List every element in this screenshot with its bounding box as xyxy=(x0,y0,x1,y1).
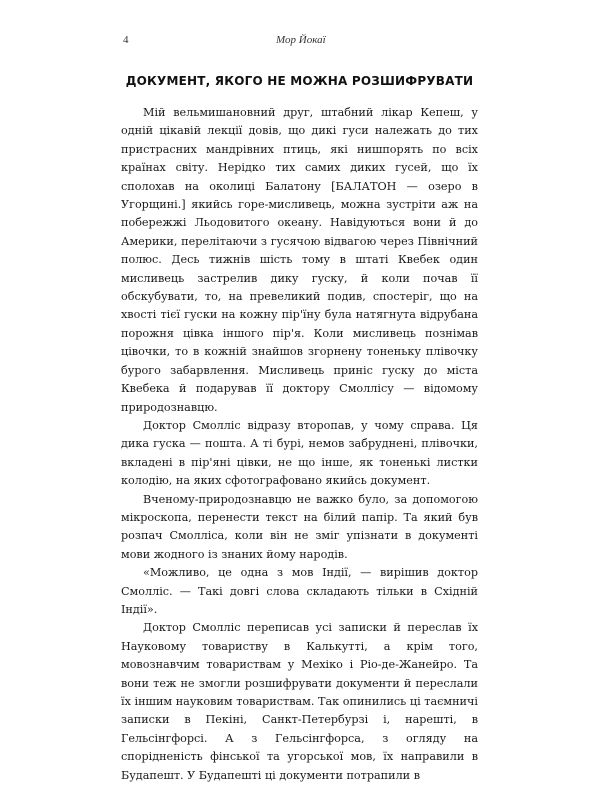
paragraph: Вченому-природознавцю не важко було, за допомогою мікроскопа, перенести текст на білий папір. Та який був розпач Смолліса, коли він не зміг упізнати в документі мови жодного із знаних йому народів. xyxy=(121,492,478,561)
body-text xyxy=(121,104,478,785)
paragraph: Доктор Смолліс відразу второпав, у чому справа. Ця дика гуска — пошта. А ті бурі, немов забруднені, плівочки, вкладені в пір'яні цівки, не що інше, як тоненькі листки колодію, на яких сфотографовано якийсь документ. xyxy=(121,418,478,488)
paragraph: Доктор Смолліс переписав усі записки й переслав їх Науковому товариству в Калькутті, а крім того, мовознавчим товариствам у Мехіко і Ріо-де-Жанейро. Та вони теж не змогли розшифрувати документи й переслали їх іншим науковим товариствам. Так опинились ці таємничі записки в Пекіні, Санкт-Петербурзі і, нарешті, в Гельсінгфорсі. А з Гельсінгфорса, з огляду на спорідненість фінської та угорської мов, їх направили в Будапешт. У Будапешті ці документи потрапили в xyxy=(121,621,478,782)
running-head xyxy=(121,34,478,50)
paragraph: Мій вельмишановний друг, штабний лікар Кепеш, у одній цікавій лекції довів, що дикі гуси належать до тих пристрасних мандрівних птиць, які нишпорять по всіх країнах світу. Нерідко тих самих диких гусей, що їх сполохав на околиці Балатону [БАЛАТОН — озеро в Угорщині.] якийсь горе-мисливець, можна зустріти аж на побережжі Льодовитого океану. Навідуються вони й до Америки, перелітаючи з гусячою відвагою через Північний полюс. Десь тижнів шість тому в штаті Квебек один мисливець застрелив дику гуску, й коли почав її обскубувати, то, на превеликий подив, спостеріг, що на хвості тієї гуски на кожну пір'їну була натягнута відрубана порожня цівка іншого пір'я. Коли мисливець познімав цівочки, то в кожній знайшов згорнену тоненьку плівочку бурого забарвлення. Мисливець приніс гуску до міста Квебека й подарував її доктору Смоллісу — відомому природознавцю. xyxy=(121,106,478,414)
running-head-author: Мор Йокаї xyxy=(276,34,326,46)
paragraph: «Можливо, це одна з мов Індії, — вирішив доктор Смолліс. — Такі довгі слова складають тільки в Східній Індії». xyxy=(121,566,478,616)
chapter-title: ДОКУМЕНТ, ЯКОГО НЕ МОЖНА РОЗШИФРУВАТИ xyxy=(125,74,474,88)
page-number: 4 xyxy=(123,34,129,46)
book-page xyxy=(121,34,478,785)
